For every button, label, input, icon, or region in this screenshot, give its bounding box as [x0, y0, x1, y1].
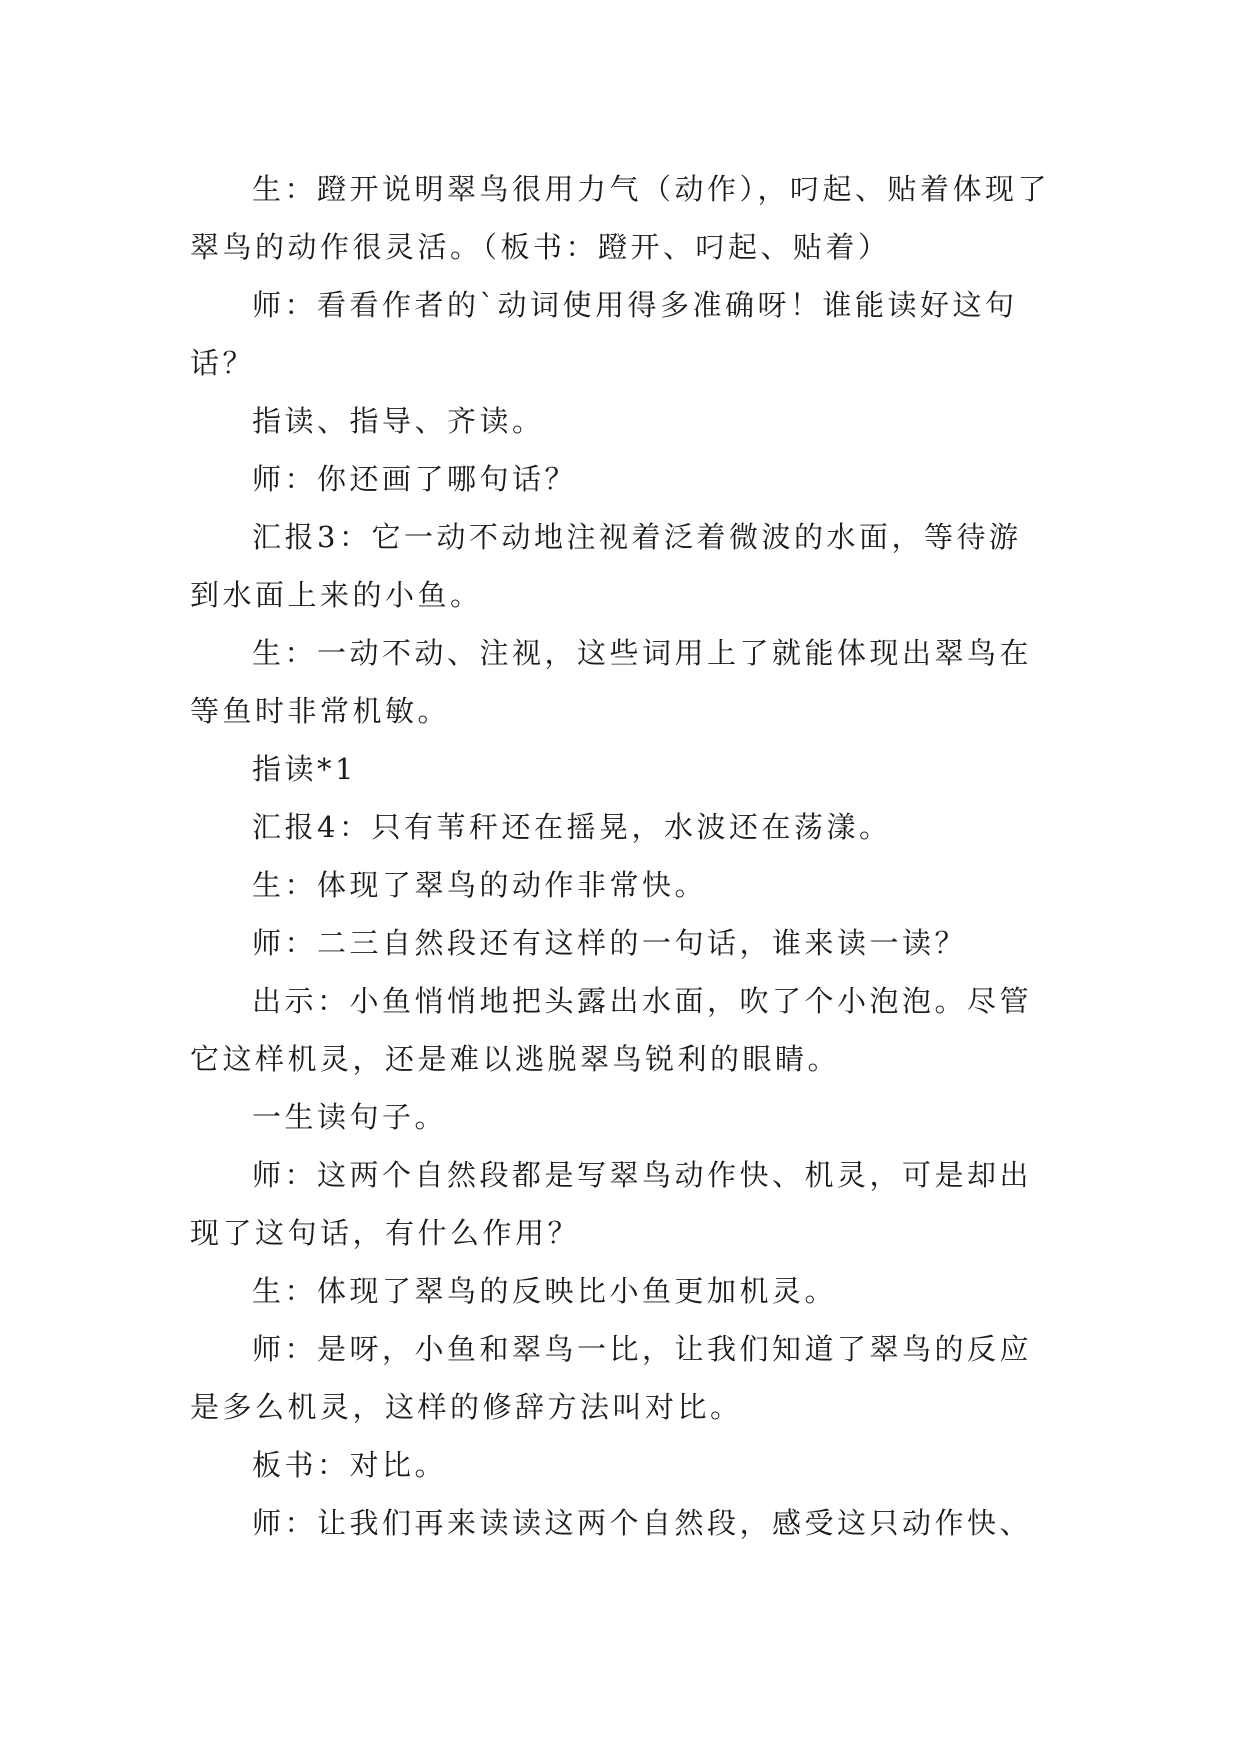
paragraph-teacher-1: 师：看看作者的`动词使用得多准确呀！谁能读好这句话？: [190, 288, 1018, 380]
paragraph-reading-1: 指读*1: [252, 752, 357, 786]
paragraph-teacher-4: 师：这两个自然段都是写翠鸟动作快、机灵，可是却出现了这句话，有什么作用？: [190, 1158, 1033, 1250]
paragraph-teacher-2: 师：你还画了哪句话？: [252, 462, 578, 496]
paragraph-display: 出示：小鱼悄悄地把头露出水面，吹了个小泡泡。尽管它这样机灵，还是难以逃脱翠鸟锐利的眼睛。: [190, 984, 1033, 1076]
paragraph-board-note: 板书：对比。: [252, 1448, 448, 1482]
paragraph-student-reads: 一生读句子。: [252, 1100, 448, 1134]
paragraph-report-3: 汇报3：它一动不动地注视着泛着微波的水面，等待游到水面上来的小鱼。: [190, 520, 1022, 612]
paragraph-student-answer-1: 生：蹬开说明翠鸟很用力气（动作），叼起、贴着体现了翠鸟的动作很灵活。（板书：蹬开、叼起、贴着）: [190, 172, 1051, 264]
paragraph-student-answer-4: 生：体现了翠鸟的反映比小鱼更加机灵。: [252, 1274, 838, 1308]
paragraph-teacher-3: 师：二三自然段还有这样的一句话，谁来读一读？: [252, 926, 968, 960]
paragraph-report-4: 汇报4：只有苇秆还在摇晃，水波还在荡漾。: [252, 810, 892, 844]
paragraph-student-answer-3: 生：体现了翠鸟的动作非常快。: [252, 868, 708, 902]
document-body: [190, 160, 1050, 1552]
paragraph-teacher-5: 师：是呀，小鱼和翠鸟一比，让我们知道了翠鸟的反应是多么机灵，这样的修辞方法叫对比。: [190, 1332, 1033, 1424]
paragraph-reading-guide: 指读、指导、齐读。: [252, 404, 545, 438]
paragraph-teacher-6: 师：让我们再来读读这两个自然段，感受这只动作快、: [252, 1506, 1033, 1540]
paragraph-student-answer-2: 生：一动不动、注视，这些词用上了就能体现出翠鸟在等鱼时非常机敏。: [190, 636, 1033, 728]
